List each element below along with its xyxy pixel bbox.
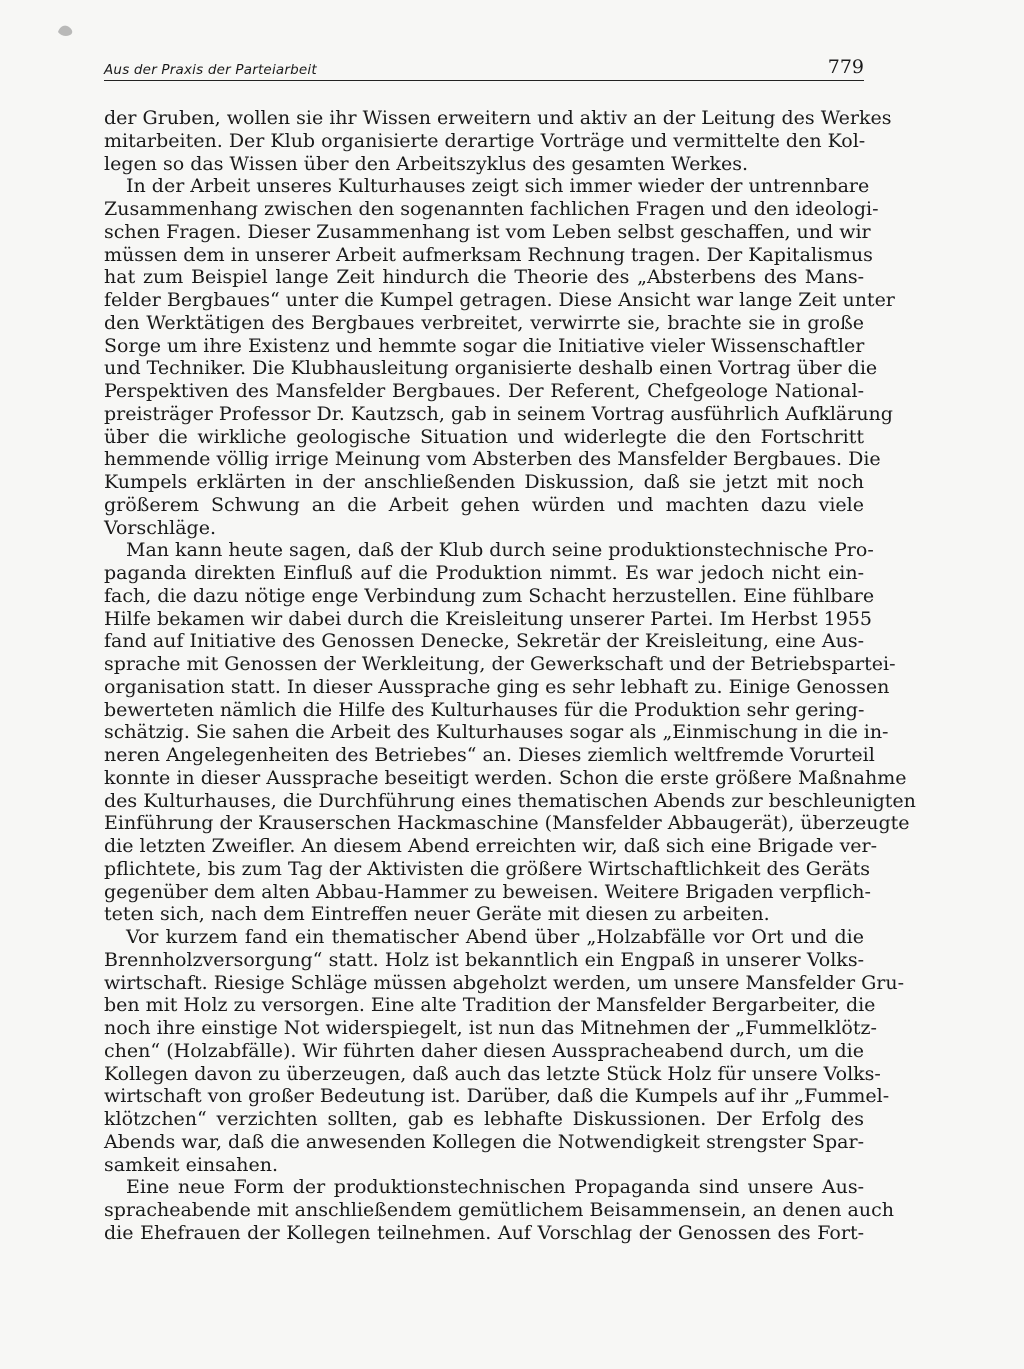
text-line: samkeit einsahen. [104,1153,278,1176]
text-line: Kumpels erklärten in der anschließenden Diskussion, daß sie jetzt mit noch [104,471,864,493]
body-text [104,107,916,1245]
text-line: Eine neue Form der produktionstechnischen Propaganda sind unsere Aus- [126,1176,864,1199]
text-line: spracheabende mit anschließendem gemütlichem Beisammensein, an denen auch [104,1199,894,1221]
text-line: chen“ (Holzabfälle). Wir führten daher diesen Ausspracheabend durch, um die [104,1039,864,1062]
text-line: Kollegen davon zu überzeugen, daß auch das letzte Stück Holz für unsere Volks- [104,1062,881,1085]
text-line: schätzig. Sie sahen die Arbeit des Kulturhauses sogar als „Einmischung in die in- [104,721,889,744]
text-line: und Techniker. Die Klubhausleitung organisierte deshalb einen Vortrag über die [104,357,878,380]
running-head: Aus der Praxis der Parteiarbeit [104,62,317,78]
text-line: Hilfe bekamen wir dabei durch die Kreisleitung unserer Partei. Im Herbst 1955 [104,607,872,630]
text-line: noch ihre einstige Not widerspiegelt, ist nun das Mitnehmen der „Fummelklötz- [104,1017,877,1039]
text-line: ben mit Holz zu versorgen. Eine alte Tradition der Mansfelder Bergarbeiter, die [104,994,876,1017]
text-line: Zusammenhang zwischen den sogenannten fachlichen Fragen und den ideologi- [104,198,879,220]
text-line: pflichtete, bis zum Tag der Aktivisten die größere Wirtschaftlichkeit des Geräts [104,857,870,880]
text-line: Brennholzversorgung“ statt. Holz ist bekanntlich ein Engpaß in unserer Volks- [104,948,864,971]
text-line: preisträger Professor Dr. Kautzsch, gab in seinem Vortrag ausführlich Aufklärung [104,402,893,425]
page-number: 779 [827,56,864,78]
text-line: Man kann heute sagen, daß der Klub durch seine produktionstechnische Pro- [126,539,874,562]
ink-smudge-icon [56,22,76,38]
page-header [104,56,864,80]
text-line: Vor kurzem fand ein thematischer Abend über „Holzabfälle vor Ort und die [126,926,864,948]
text-line: gegenüber dem alten Abbau-Hammer zu beweisen. Weitere Brigaden verpflich- [104,880,871,903]
text-line: organisation statt. In dieser Aussprache ging es sehr lebhaft zu. Einige Genossen [104,675,890,698]
text-line: fand auf Initiative des Genossen Denecke, Sekretär der Kreisleitung, eine Aus- [104,630,864,653]
text-line: felder Bergbaues“ unter die Kumpel getragen. Diese Ansicht war lange Zeit unter [104,289,895,311]
text-line: müssen dem in unserer Arbeit aufmerksam Rechnung tragen. Der Kapitalismus [104,243,873,266]
text-line: fach, die dazu nötige enge Verbindung zum Schacht herzustellen. Eine fühlbare [104,584,875,607]
text-line: der Gruben, wollen sie ihr Wissen erweitern und aktiv an der Leitung des Werkes [104,107,892,129]
text-line: schen Fragen. Dieser Zusammenhang ist vom Leben selbst geschaffen, und wir [104,220,871,243]
text-line: In der Arbeit unseres Kulturhauses zeigt sich immer wieder der untrennbare [126,175,870,198]
text-line: neren Angelegenheiten des Betriebes“ an. Dieses ziemlich weltfremde Vorurteil [104,744,875,766]
text-line: hat zum Beispiel lange Zeit hindurch die Theorie des „Absterbens des Mans- [104,266,864,289]
text-line: wirtschaft. Riesige Schläge müssen abgeholzt werden, um unsere Mansfelder Gru- [104,971,905,994]
text-line: wirtschaft von großer Bedeutung ist. Darüber, daß die Kumpels auf ihr „Fummel- [104,1085,890,1108]
text-line: des Kulturhauses, die Durchführung eines thematischen Abends zur beschleunigten [104,789,916,812]
text-line: legen so das Wissen über den Arbeitszyklus des gesamten Werkes. [104,152,748,175]
text-line: Vorschläge. [104,516,216,539]
text-line: größerem Schwung an die Arbeit gehen würden und machten dazu viele [104,493,864,516]
text-line: bewerteten nämlich die Hilfe des Kulturhauses für die Produktion sehr gering- [104,698,865,721]
text-line: klötzchen“ verzichten sollten, gab es lebhafte Diskussionen. Der Erfolg des [104,1108,864,1130]
text-line: Abends war, daß die anwesenden Kollegen die Notwendigkeit strengster Spar- [104,1130,864,1153]
header-rule [104,80,864,81]
text-line: Sorge um ihre Existenz und hemmte sogar die Initiative vieler Wissenschaftler [104,334,865,357]
text-line: die letzten Zweifler. An diesem Abend erreichten wir, daß sich eine Brigade ver- [104,835,878,857]
text-line: Perspektiven des Mansfelder Bergbaues. Der Referent, Chefgeologe National- [104,380,864,402]
text-line: Einführung der Krauserschen Hackmaschine (Mansfelder Abbaugerät), überzeugte [104,812,910,835]
text-line: den Werktätigen des Bergbaues verbreitet, verwirrte sie, brachte sie in große [104,311,864,334]
text-line: paganda direkten Einfluß auf die Produktion nimmt. Es war jedoch nicht ein- [104,562,864,584]
text-line: mitarbeiten. Der Klub organisierte derartige Vorträge und vermittelte den Kol- [104,129,866,152]
text-line: hemmende völlig irrige Meinung vom Absterben des Mansfelder Bergbaues. Die [104,448,881,471]
text-line: teten sich, nach dem Eintreffen neuer Geräte mit diesen zu arbeiten. [104,903,770,926]
text-line: die Ehefrauen der Kollegen teilnehmen. Auf Vorschlag der Genossen des Fort- [104,1221,864,1244]
text-line: konnte in dieser Aussprache beseitigt werden. Schon die erste größere Maßnahme [104,766,907,789]
text-line: sprache mit Genossen der Werkleitung, der Gewerkschaft und der Betriebspartei- [104,653,896,675]
text-line: über die wirkliche geologische Situation und widerlegte die den Fortschritt [104,425,864,448]
